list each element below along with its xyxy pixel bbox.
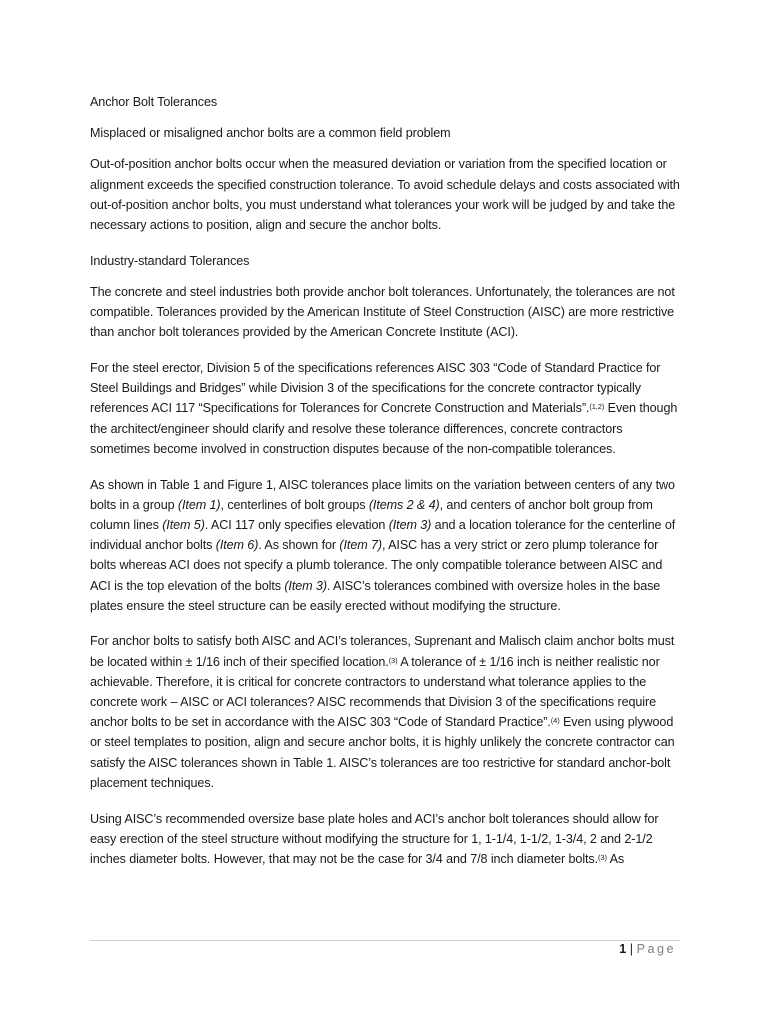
page-footer [619, 942, 676, 956]
reference-superscript: (3) [388, 655, 398, 665]
footer-divider [90, 940, 680, 941]
item-reference: (Item 7) [339, 538, 383, 553]
text-run: , and centers of anchor bolt group from column lines [90, 497, 653, 532]
text-run: . As shown for [258, 538, 340, 553]
reference-superscript: (4) [550, 716, 560, 726]
item-reference: (Item 5) [162, 517, 205, 532]
text-run: . ACI 117 only specifies elevation [204, 517, 389, 532]
text-run: and a location tolerance for the centerline of individual anchor bolts [90, 517, 676, 553]
page-number: 1 [619, 942, 627, 956]
text-run: For anchor bolts to satisfy both AISC and ACI’s tolerances, Suprenant and Malisch claim anchor bolts must be located within ± 1/16 inch of their specified location. [90, 634, 675, 669]
text-run: , centerlines of bolt groups [220, 497, 369, 512]
reference-superscript: (3) [598, 853, 607, 862]
paragraph-specifications [90, 358, 680, 459]
item-reference: (Item 6) [215, 538, 259, 553]
item-reference: (Items 2 & 4) [368, 497, 440, 512]
item-reference: (Item 3) [388, 517, 432, 532]
document-body [90, 92, 680, 885]
paragraph-oversize-holes [90, 809, 680, 870]
document-title: Anchor Bolt Tolerances [90, 95, 218, 109]
item-reference: (Item 3) [284, 578, 327, 593]
paragraph-suprenant-malisch [90, 631, 680, 793]
text-run: Using AISC’s recommended oversize base plate holes and ACI’s anchor bolt tolerances should allow for easy erection of the steel structure without modifying the structure for 1, 1-1/4, 1-1/2, 1-3/4, 2 and 2-1/2 inches diameter bolts. However, that may not be the case for 3/4 and 7/8 inch diameter bolts. [90, 811, 659, 866]
text-run: A tolerance of ± 1/16 inch is neither realistic nor achievable. Therefore, it is critical for concrete contractors to understand what tolerance applies to the concrete work – AISC or ACI tolerances? AISC recommends that Division 3 of the specifications require anchor bolts to be set in accordance with the AISC 303 “Code of Standard Practice”. [90, 654, 660, 730]
text-run: . AISC’s tolerances combined with oversize holes in the base plates ensure the steel structure can be easily erected without modifying the structure. [90, 578, 661, 613]
reference-superscript: (1,2) [589, 402, 605, 412]
page-separator: | [629, 942, 634, 956]
document-subtitle: Misplaced or misaligned anchor bolts are a common field problem [90, 126, 451, 141]
paragraph-industries: The concrete and steel industries both provide anchor bolt tolerances. Unfortunately, the tolerances are not compatible. Tolerances provided by the American Institute of Steel Construction (AISC) are more restrictive than anchor bolt tolerances provided by the American Concrete Institute (ACI). [90, 284, 675, 340]
text-run: , AISC has a very strict or zero plump tolerance for bolts whereas ACI does not specify a plumb tolerance. The only compatible tolerance between AISC and ACI is the top elevation of the bolts [90, 538, 663, 593]
text-run: Even using plywood or steel templates to position, align and secure anchor bolts, it is highly unlikely the concrete contractor can satisfy the AISC tolerances shown in Table 1. AISC’s tolerances are too restrictive for standard anchor-bolt placement techniques. [90, 715, 675, 790]
paragraph-intro: Out-of-position anchor bolts occur when the measured deviation or variation from the specified location or alignment exceeds the specified construction tolerance. To avoid schedule delays and costs associated with out-of-position anchor bolts, you must understand what tolerances your work will be judged by and take the necessary actions to position, align and secure the anchor bolts. [90, 157, 680, 233]
text-run: For the steel erector, Division 5 of the specifications references AISC 303 “Code of Standard Practice for Steel Buildings and Bridges” while Division 3 of the specifications for the concrete contractor typically references ACI 117 “Specifications for Tolerances for Concrete Construction and Materials”. [90, 361, 661, 416]
item-reference: (Item 1) [177, 497, 221, 512]
text-run: Even though the architect/engineer should clarify and resolve these tolerance differences, concrete contractors sometimes become involved in construction disputes because of the non-compatible tolerances. [90, 401, 678, 456]
text-run: As [606, 852, 625, 866]
section-heading-industry-standard: Industry-standard Tolerances [90, 253, 250, 268]
page-label: Page [636, 942, 676, 956]
paragraph-table-figure [90, 475, 680, 616]
text-run: As shown in Table 1 and Figure 1, AISC tolerances place limits on the variation between centers of any two bolts in a group [90, 477, 675, 512]
